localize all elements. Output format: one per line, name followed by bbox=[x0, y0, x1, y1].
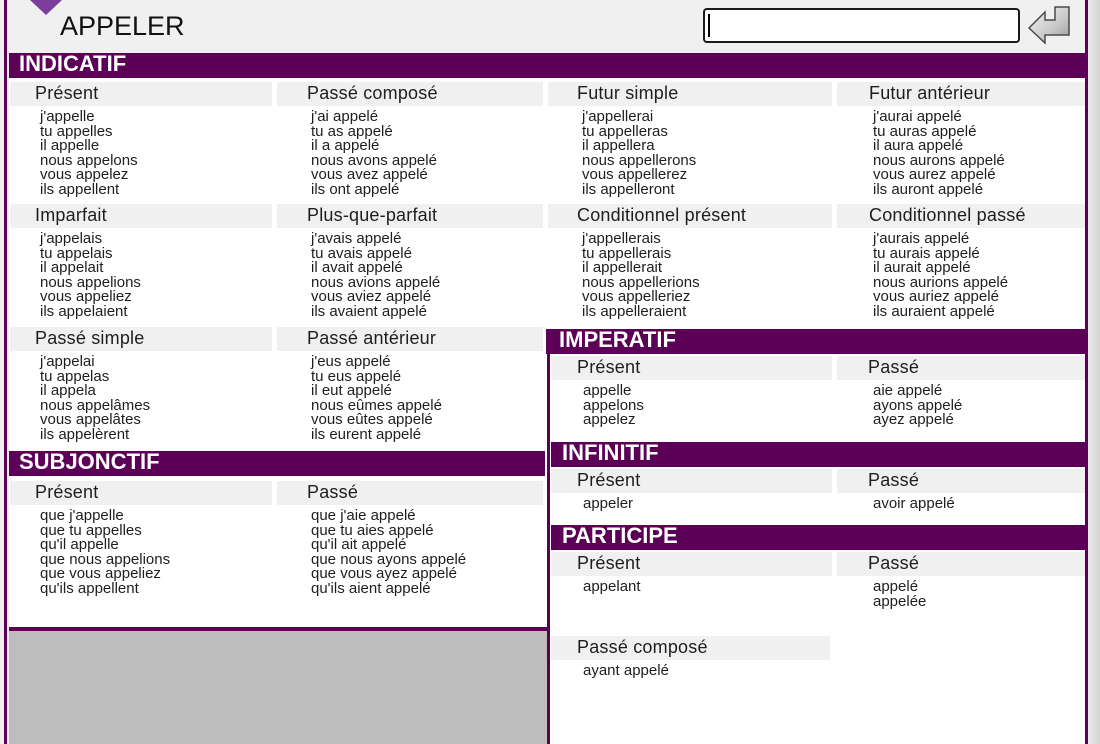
conjugation-list bbox=[10, 110, 272, 197]
conjugation-list bbox=[10, 509, 272, 596]
conjugation-form: aie appelé bbox=[873, 382, 943, 399]
conjugation-form: j'appellerai bbox=[582, 108, 654, 125]
conjugation-form: tu appellerais bbox=[582, 244, 672, 262]
conjugation-list bbox=[837, 384, 1085, 428]
conjugation-form: il appelait bbox=[40, 259, 104, 276]
tense-header: Passé simple bbox=[10, 327, 272, 351]
conjugation-form: il eut appelé bbox=[311, 382, 392, 399]
conjugation-form: que nous ayons appelé bbox=[311, 550, 467, 568]
mood-header-indicatif: INDICATIF bbox=[9, 53, 1085, 78]
conjugation-form: appeler bbox=[583, 495, 634, 512]
conjugation-list bbox=[10, 355, 272, 442]
conjugation-form: vous appellerez bbox=[582, 166, 688, 183]
conjugation-form: nous appelons bbox=[40, 151, 138, 169]
conjugation-form: que tu appelles bbox=[40, 521, 142, 539]
tense-header: Passé bbox=[837, 469, 1085, 493]
tense-subjonctif-passe bbox=[277, 481, 543, 596]
conjugation-list bbox=[548, 232, 832, 319]
conjugation-form: tu appelais bbox=[40, 244, 113, 262]
tense-header: Présent bbox=[10, 481, 272, 505]
conjugation-form: tu avais appelé bbox=[311, 244, 412, 262]
tense-header: Passé antérieur bbox=[277, 327, 543, 351]
conjugation-form: qu'ils aient appelé bbox=[311, 579, 431, 597]
conjugation-form: il aurait appelé bbox=[873, 259, 971, 276]
conjugation-form: tu as appelé bbox=[311, 122, 393, 140]
conjugation-form: appelle bbox=[583, 382, 632, 399]
tense-indicatif-conditionnel-passe bbox=[837, 204, 1085, 319]
conjugation-form: il a appelé bbox=[311, 137, 380, 154]
conjugation-form: tu auras appelé bbox=[873, 122, 977, 140]
tense-header: Passé composé bbox=[551, 636, 830, 660]
conjugation-form: nous aurions appelé bbox=[873, 273, 1009, 291]
conjugation-form: j'appellerais bbox=[582, 230, 661, 247]
conjugation-form: ils eurent appelé bbox=[311, 425, 422, 443]
mood-header-infinitif: INFINITIF bbox=[551, 442, 1085, 467]
conjugation-form: il appellerait bbox=[582, 259, 663, 276]
verb-search-input[interactable] bbox=[711, 13, 1006, 37]
left-border bbox=[4, 0, 7, 744]
conjugation-form: qu'ils appellent bbox=[40, 579, 139, 597]
conjugation-form: vous appelâtes bbox=[40, 411, 141, 428]
conjugation-form: ayant appelé bbox=[583, 662, 669, 679]
column-divider bbox=[547, 353, 550, 744]
conjugation-form: vous appelez bbox=[40, 166, 129, 183]
conjugation-list bbox=[551, 580, 832, 595]
conjugation-form: que j'aie appelé bbox=[311, 507, 416, 524]
conjugation-form: ils appelleront bbox=[582, 180, 675, 198]
tense-imperatif-passe bbox=[837, 356, 1085, 428]
conjugation-form: qu'il ait appelé bbox=[311, 536, 407, 553]
conjugation-form: nous appellerons bbox=[582, 151, 697, 169]
conjugation-form: nous eûmes appelé bbox=[311, 396, 442, 414]
conjugation-form: ils avaient appelé bbox=[311, 302, 427, 320]
conjugation-form: ils appellent bbox=[40, 180, 120, 198]
conjugation-form: nous avions appelé bbox=[311, 273, 441, 291]
empty-panel bbox=[9, 631, 547, 744]
conjugation-form: nous avons appelé bbox=[311, 151, 437, 169]
conjugation-form: appelons bbox=[583, 396, 644, 414]
conjugation-form: nous appelâmes bbox=[40, 396, 151, 414]
conjugation-list bbox=[277, 355, 543, 442]
conjugation-form: il appela bbox=[40, 382, 96, 399]
conjugation-list bbox=[277, 509, 543, 596]
conjugation-form: j'appelai bbox=[40, 353, 95, 370]
tense-header: Imparfait bbox=[10, 204, 272, 228]
conjugation-form: nous appellerions bbox=[582, 273, 700, 291]
tense-indicatif-present bbox=[10, 82, 272, 197]
tense-header: Conditionnel présent bbox=[548, 204, 832, 228]
conjugation-form: j'avais appelé bbox=[311, 230, 402, 247]
tense-header: Passé composé bbox=[277, 82, 543, 106]
conjugation-form: ils appelèrent bbox=[40, 425, 130, 443]
tense-participe-passe-compose bbox=[551, 636, 830, 679]
tense-indicatif-passe-compose bbox=[277, 82, 543, 197]
conjugation-form: j'appelle bbox=[40, 108, 95, 125]
return-arrow-icon bbox=[1026, 4, 1072, 45]
conjugation-form: tu aurais appelé bbox=[873, 244, 980, 262]
tense-participe-present bbox=[551, 552, 832, 595]
conjugation-form: tu appelleras bbox=[582, 122, 668, 140]
tense-indicatif-plus-que-parfait bbox=[277, 204, 543, 319]
tense-infinitif-present bbox=[551, 469, 832, 512]
conjugation-list bbox=[837, 580, 1085, 609]
triangle-down-icon[interactable] bbox=[30, 0, 62, 15]
conjugation-form: vous aurez appelé bbox=[873, 166, 996, 183]
conjugation-form: j'appelais bbox=[40, 230, 103, 247]
conjugation-list bbox=[548, 110, 832, 197]
conjugation-form: tu appelles bbox=[40, 122, 113, 140]
conjugation-form: que vous appeliez bbox=[40, 565, 161, 582]
tense-header: Présent bbox=[551, 356, 832, 380]
conjugation-list bbox=[551, 384, 832, 428]
conjugation-list bbox=[10, 232, 272, 319]
conjugation-form: ayez appelé bbox=[873, 411, 954, 428]
tense-header: Futur antérieur bbox=[837, 82, 1085, 106]
conjugation-form: avoir appelé bbox=[873, 495, 955, 512]
conjugation-form: il aura appelé bbox=[873, 137, 964, 154]
tense-header: Présent bbox=[551, 552, 832, 576]
conjugation-form: appelez bbox=[583, 411, 636, 428]
conjugation-list bbox=[277, 232, 543, 319]
conjugation-form: ils auront appelé bbox=[873, 180, 984, 198]
tense-indicatif-futur-anterieur bbox=[837, 82, 1085, 197]
conjugation-form: que vous ayez appelé bbox=[311, 565, 457, 582]
conjugation-form: nous aurons appelé bbox=[873, 151, 1005, 169]
conjugation-form: vous auriez appelé bbox=[873, 288, 999, 305]
conjugation-form: j'aurais appelé bbox=[873, 230, 970, 247]
verb-search-field[interactable] bbox=[703, 8, 1020, 43]
conjugation-form: que nous appelions bbox=[40, 550, 171, 568]
conjugation-form: appelée bbox=[873, 592, 927, 610]
verb-title: APPELER bbox=[60, 11, 185, 41]
conjugation-form: tu eus appelé bbox=[311, 367, 402, 385]
tense-header: Présent bbox=[551, 469, 832, 493]
tense-subjonctif-present bbox=[10, 481, 272, 596]
conjugation-list bbox=[837, 110, 1085, 197]
tense-header: Présent bbox=[10, 82, 272, 106]
conjugation-form: il appelle bbox=[40, 137, 100, 154]
conjugation-form: appelant bbox=[583, 578, 641, 595]
tense-header: Futur simple bbox=[548, 82, 832, 106]
conjugation-list bbox=[837, 232, 1085, 319]
conjugation-form: que tu aies appelé bbox=[311, 521, 434, 539]
conjugation-list bbox=[277, 110, 543, 197]
conjugation-form: ayons appelé bbox=[873, 396, 963, 414]
tense-header: Passé bbox=[837, 552, 1085, 576]
tense-header: Passé bbox=[277, 481, 543, 505]
conjugation-form: ils ont appelé bbox=[311, 180, 400, 198]
tense-indicatif-futur-simple bbox=[548, 82, 832, 197]
conjugation-form: j'ai appelé bbox=[311, 108, 379, 125]
conjugation-form: vous avez appelé bbox=[311, 166, 428, 183]
conjugation-form: il appellera bbox=[582, 137, 655, 154]
conjugation-form: ils appelaient bbox=[40, 302, 128, 320]
conjugation-form: vous appelleriez bbox=[582, 288, 691, 305]
conjugation-form: il avait appelé bbox=[311, 259, 403, 276]
conjugation-list bbox=[551, 497, 832, 512]
conjugation-form: j'aurai appelé bbox=[873, 108, 962, 125]
tense-header: Conditionnel passé bbox=[837, 204, 1085, 228]
tense-header: Plus-que-parfait bbox=[277, 204, 543, 228]
conjugation-form: appelé bbox=[873, 578, 919, 595]
conjugation-form: ils appelleraient bbox=[582, 302, 687, 320]
tense-header: Passé bbox=[837, 356, 1085, 380]
text-cursor bbox=[708, 14, 710, 37]
tense-infinitif-passe bbox=[837, 469, 1085, 512]
tense-indicatif-passe-anterieur bbox=[277, 327, 543, 442]
conjugation-form: vous eûtes appelé bbox=[311, 411, 433, 428]
tense-indicatif-imparfait bbox=[10, 204, 272, 319]
conjugation-list bbox=[551, 664, 830, 679]
tense-indicatif-passe-simple bbox=[10, 327, 272, 442]
tense-imperatif-present bbox=[551, 356, 832, 428]
enter-button[interactable] bbox=[1026, 4, 1072, 45]
conjugation-form: nous appelions bbox=[40, 273, 141, 291]
conjugation-form: que j'appelle bbox=[40, 507, 124, 524]
conjugation-form: ils auraient appelé bbox=[873, 302, 995, 320]
right-scroll-gutter bbox=[1088, 0, 1100, 744]
mood-header-imperatif: IMPERATIF bbox=[546, 329, 1085, 354]
conjugation-form: vous appeliez bbox=[40, 288, 132, 305]
conjugation-list bbox=[837, 497, 1085, 512]
mood-header-participe: PARTICIPE bbox=[551, 525, 1085, 550]
tense-indicatif-conditionnel-present bbox=[548, 204, 832, 319]
conjugation-form: vous aviez appelé bbox=[311, 288, 432, 305]
conjugation-form: tu appelas bbox=[40, 367, 110, 385]
conjugation-form: qu'il appelle bbox=[40, 536, 119, 553]
tense-participe-passe bbox=[837, 552, 1085, 609]
conjugation-form: j'eus appelé bbox=[311, 353, 391, 370]
mood-header-subjonctif: SUBJONCTIF bbox=[9, 451, 545, 476]
